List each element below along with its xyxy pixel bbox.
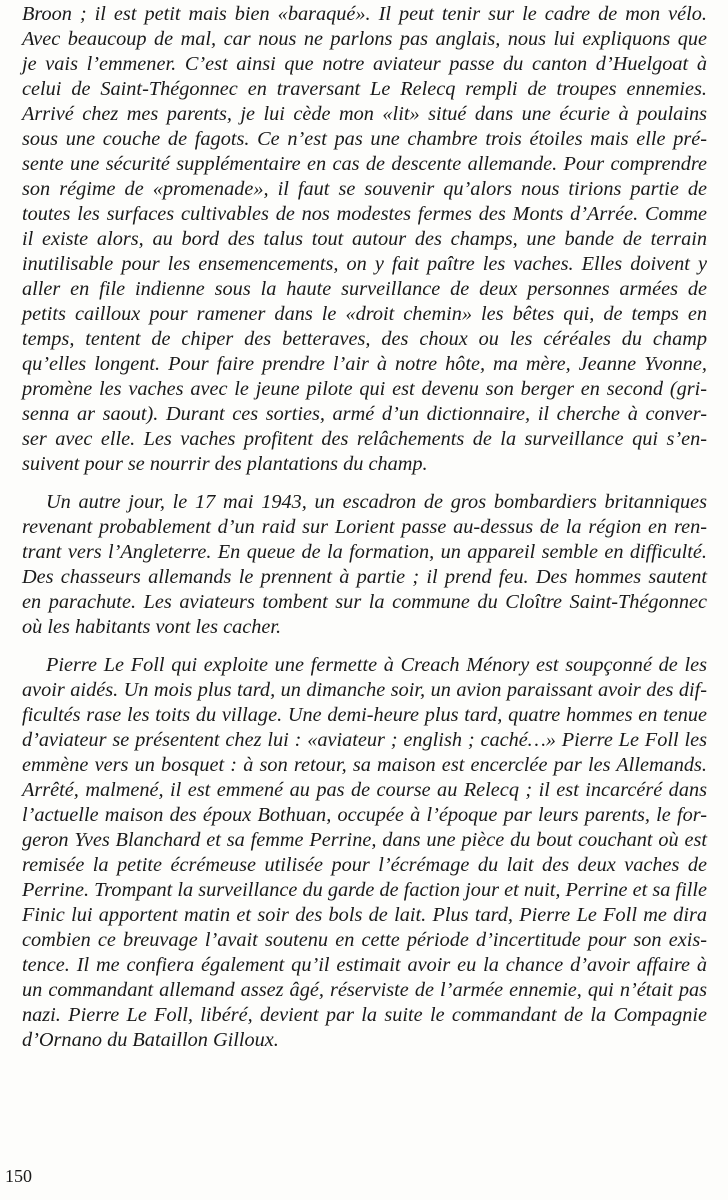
- text-line: Pierre Le Foll qui exploite une fermette à Creach Ménory est soupçonné de les: [46, 654, 707, 676]
- text-line: avoir aidés. Un mois plus tard, un dimanche soir, un avion paraissant avoir des dif-: [22, 679, 707, 701]
- paragraph: [22, 653, 707, 1053]
- text-line: trant vers l’Angleterre. En queue de la formation, un appareil semble en difficulté.: [22, 541, 707, 563]
- text-line: ficultés rase les toits du village. Une demi-heure plus tard, quatre hommes en tenue: [22, 704, 707, 726]
- text-line: Des chasseurs allemands le prennent à partie ; il prend feu. Des hommes sautent: [22, 566, 707, 588]
- text-line: senna ar saout). Durant ces sorties, armé d’un dictionnaire, il cherche à conver-: [22, 403, 707, 425]
- text-line: Perrine. Trompant la surveillance du garde de faction jour et nuit, Perrine et sa fille: [22, 879, 707, 901]
- text-line: sente une sécurité supplémentaire en cas de descente allemande. Pour comprendre: [22, 153, 707, 175]
- text-line: où les habitants vont les cacher.: [22, 616, 282, 638]
- text-line: remisée la petite écrémeuse utilisée pour l’écrémage du lait des deux vaches de: [22, 854, 707, 876]
- text-line: d’Ornano du Bataillon Gilloux.: [22, 1029, 279, 1051]
- text-line: Un autre jour, le 17 mai 1943, un escadron de gros bombardiers britanniques: [46, 491, 707, 513]
- text-line: emmène vers un bosquet : à son retour, sa maison est encerclée par les Allemands.: [22, 754, 707, 776]
- page-number: 150: [5, 1166, 32, 1186]
- text-line: Finic lui apportent matin et soir des bols de lait. Plus tard, Pierre Le Foll me dira: [22, 904, 707, 926]
- text-line: en parachute. Les aviateurs tombent sur la commune du Cloître Saint-Thégonnec: [22, 591, 707, 613]
- text-line: inutilisable pour les ensemencements, on y fait paître les vaches. Elles doivent y: [22, 253, 707, 275]
- paragraph: [22, 490, 707, 640]
- text-line: ser avec elle. Les vaches profitent des relâchements de la surveillance qui s’en-: [22, 428, 707, 450]
- text-line: nazi. Pierre Le Foll, libéré, devient par la suite le commandant de la Compagnie: [22, 1004, 707, 1026]
- text-line: sous une couche de fagots. Ce n’est pas une chambre trois étoiles mais elle pré-: [22, 128, 707, 150]
- text-line: je vais l’emmener. C’est ainsi que notre aviateur passe du canton d’Huelgoat à: [22, 53, 707, 75]
- text-line: petits cailloux pour ramener dans le «droit chemin» les bêtes qui, de temps en: [22, 303, 707, 325]
- body-text: [22, 2, 707, 1066]
- text-line: combien ce breuvage l’avait soutenu en cette période d’incertitude pour son exis-: [22, 929, 707, 951]
- text-line: suivent pour se nourrir des plantations du champ.: [22, 453, 428, 475]
- text-line: d’aviateur se présentent chez lui : «aviateur ; english ; caché…» Pierre Le Foll les: [22, 729, 707, 751]
- text-line: toutes les surfaces cultivables de nos modestes fermes des Monts d’Arrée. Comme: [22, 203, 707, 225]
- text-line: tence. Il me confiera également qu’il estimait avoir eu la chance d’avoir affaire à: [22, 954, 707, 976]
- text-line: Broon ; il est petit mais bien «baraqué». Il peut tenir sur le cadre de mon vélo.: [22, 3, 707, 25]
- text-line: aller en file indienne sous la haute surveillance de deux personnes armées de: [22, 278, 707, 300]
- text-line: celui de Saint-Thégonnec en traversant Le Relecq rempli de troupes ennemies.: [22, 78, 707, 100]
- text-line: Arrivé chez mes parents, je lui cède mon «lit» situé dans une écurie à poulains: [22, 103, 707, 125]
- text-line: qu’elles longent. Pour faire prendre l’air à notre hôte, ma mère, Jeanne Yvonne,: [22, 353, 707, 375]
- text-line: Avec beaucoup de mal, car nous ne parlons pas anglais, nous lui expliquons que: [22, 28, 707, 50]
- text-line: son régime de «promenade», il faut se souvenir qu’alors nous tirions partie de: [22, 178, 707, 200]
- text-line: geron Yves Blanchard et sa femme Perrine, dans une pièce du bout couchant où est: [22, 829, 707, 851]
- text-line: un commandant allemand assez âgé, réserviste de l’armée ennemie, qui n’était pas: [22, 979, 707, 1001]
- text-line: il existe alors, au bord des talus tout autour des champs, une bande de terrain: [22, 228, 707, 250]
- text-line: revenant probablement d’un raid sur Lorient passe au-dessus de la région en ren-: [22, 516, 707, 538]
- text-line: l’actuelle maison des époux Bothuan, occupée à l’époque par leurs parents, le for-: [22, 804, 707, 826]
- text-line: temps, tentent de chiper des betteraves, des choux ou les céréales du champ: [22, 328, 707, 350]
- text-line: Arrêté, malmené, il est emmené au pas de course au Relecq ; il est incarcéré dans: [22, 779, 707, 801]
- paragraph: [22, 2, 707, 477]
- text-line: promène les vaches avec le jeune pilote qui est devenu son berger en second (gri-: [22, 378, 707, 400]
